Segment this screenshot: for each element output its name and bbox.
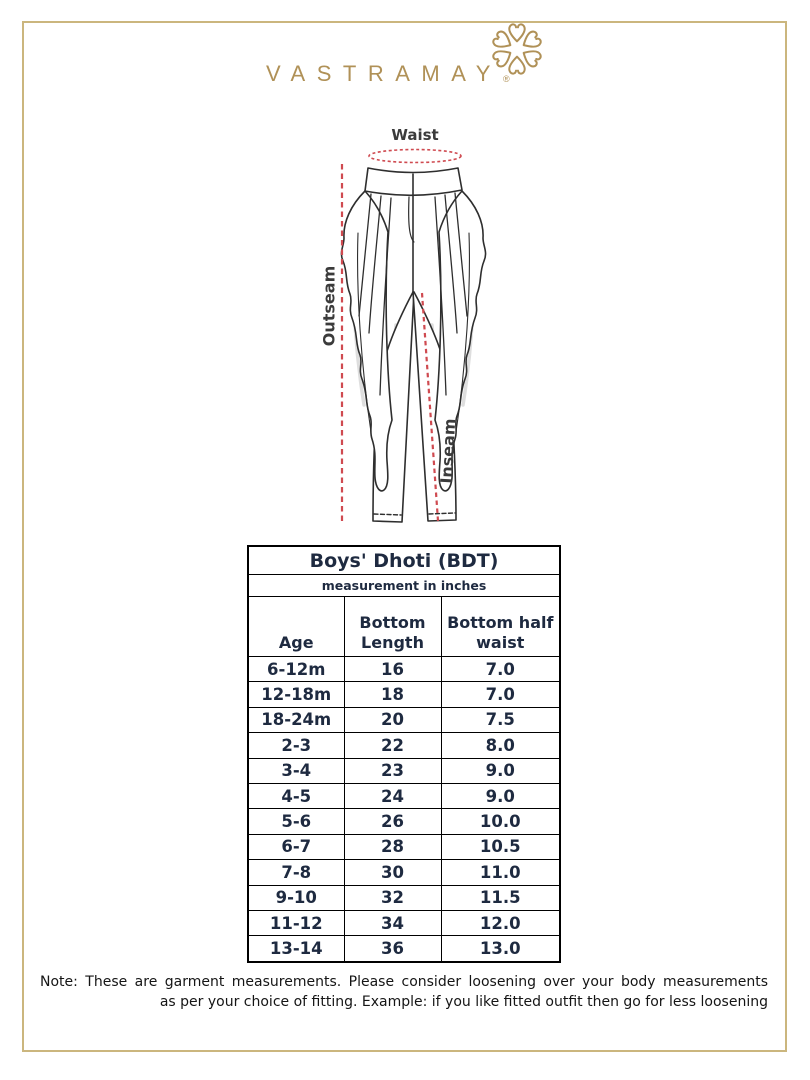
table-unit-row <box>248 575 560 597</box>
bottom-half-waist-cell: 13.0 <box>441 936 560 962</box>
column-header-bottom-length: Bottom Length <box>344 597 441 657</box>
floral-swirl-ornament-icon <box>489 23 545 75</box>
bottom-half-waist-cell: 10.0 <box>441 809 560 834</box>
bottom-half-waist-cell: 7.0 <box>441 682 560 707</box>
sketch-lines <box>341 168 485 522</box>
table-row <box>248 936 560 962</box>
inseam-label: Inseam <box>436 417 460 485</box>
age-cell: 5-6 <box>248 809 344 834</box>
bottom-length-cell: 22 <box>344 733 441 758</box>
bottom-length-cell: 26 <box>344 809 441 834</box>
age-cell: 2-3 <box>248 733 344 758</box>
size-table-unit: measurement in inches <box>248 575 560 597</box>
column-header-bottom-half-waist: Bottom half waist <box>441 597 560 657</box>
column-header-age: Age <box>248 597 344 657</box>
age-cell: 9-10 <box>248 885 344 910</box>
bottom-length-cell: 24 <box>344 783 441 808</box>
table-row <box>248 733 560 758</box>
bottom-length-cell: 18 <box>344 682 441 707</box>
bottom-length-cell: 30 <box>344 860 441 885</box>
bottom-half-waist-cell: 7.0 <box>441 657 560 682</box>
table-row <box>248 707 560 732</box>
bottom-length-cell: 23 <box>344 758 441 783</box>
table-row <box>248 758 560 783</box>
age-cell: 12-18m <box>248 682 344 707</box>
table-header-row <box>248 597 560 657</box>
bottom-half-waist-cell: 9.0 <box>441 783 560 808</box>
outseam-label: Outseam <box>319 265 339 347</box>
bottom-half-waist-cell: 7.5 <box>441 707 560 732</box>
table-row <box>248 783 560 808</box>
table-row <box>248 657 560 682</box>
note-line-1: Note: These are garment measurements. Please consider loosening over your body measurements <box>40 974 768 990</box>
bottom-length-cell: 16 <box>344 657 441 682</box>
table-row <box>248 910 560 935</box>
bottom-length-cell: 36 <box>344 936 441 962</box>
bottom-half-waist-cell: 8.0 <box>441 733 560 758</box>
table-row <box>248 885 560 910</box>
table-row <box>248 834 560 859</box>
note-line-2: as per your choice of fitting. Example: if you like fitted outfit then go for less loosening <box>159 994 768 1010</box>
dhoti-sketch <box>325 140 505 540</box>
bottom-half-waist-cell: 12.0 <box>441 910 560 935</box>
size-table <box>247 545 561 963</box>
bottom-length-cell: 32 <box>344 885 441 910</box>
waist-measure-ellipse <box>369 150 461 163</box>
age-cell: 4-5 <box>248 783 344 808</box>
table-row <box>248 682 560 707</box>
table-row <box>248 860 560 885</box>
age-cell: 6-7 <box>248 834 344 859</box>
waist-label: Waist <box>391 126 439 144</box>
bottom-length-cell: 20 <box>344 707 441 732</box>
bottom-length-cell: 34 <box>344 910 441 935</box>
table-row <box>248 809 560 834</box>
bottom-length-cell: 28 <box>344 834 441 859</box>
bottom-half-waist-cell: 11.5 <box>441 885 560 910</box>
age-cell: 13-14 <box>248 936 344 962</box>
note <box>40 972 768 1012</box>
brand-wordmark: VASTRAMAY <box>266 61 502 86</box>
bottom-half-waist-cell: 9.0 <box>441 758 560 783</box>
age-cell: 6-12m <box>248 657 344 682</box>
age-cell: 3-4 <box>248 758 344 783</box>
registered-trademark-icon: ® <box>503 74 510 84</box>
size-table-title: Boys' Dhoti (BDT) <box>248 546 560 575</box>
age-cell: 11-12 <box>248 910 344 935</box>
age-cell: 7-8 <box>248 860 344 885</box>
bottom-half-waist-cell: 10.5 <box>441 834 560 859</box>
bottom-half-waist-cell: 11.0 <box>441 860 560 885</box>
table-title-row <box>248 546 560 575</box>
age-cell: 18-24m <box>248 707 344 732</box>
